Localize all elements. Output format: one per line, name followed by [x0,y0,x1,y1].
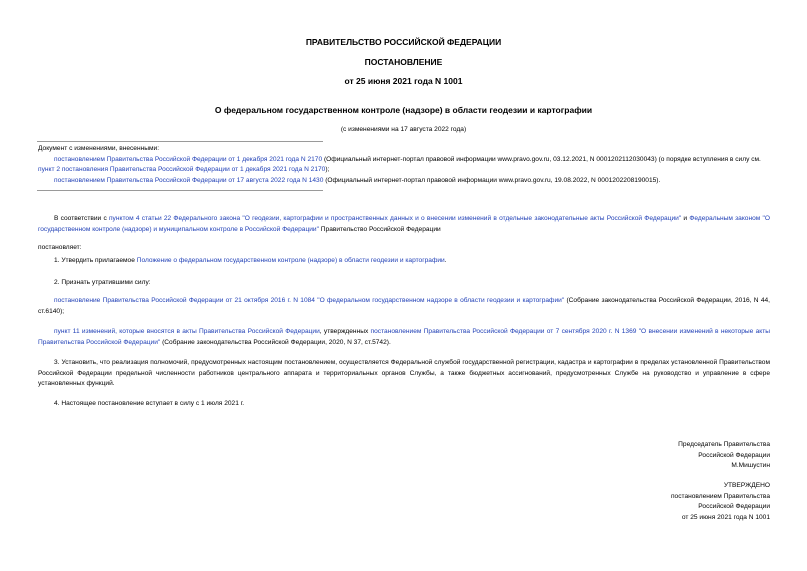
amendments-block [38,144,770,186]
doc-date-number: от 25 июня 2021 года N 1001 [344,76,463,86]
repealed-1 [38,296,770,317]
item-1-post: . [444,257,447,264]
amendment-2 [38,176,770,187]
repealed-1-link[interactable]: постановление Правительства Российской Федерации от 21 октября 2016 г. N 1084 "О федеральном государственном надзоре в области геодезии и картографии" [54,297,565,304]
repealed-2-link-1[interactable]: пункт 11 изменений, которые вносятся в акты Правительства Российской Федерации [54,328,320,335]
item-1-pre: 1. Утвердить прилагаемое [54,257,137,264]
repealed-2-mid: , утвержденных [319,328,371,335]
amendment-1-link[interactable]: постановлением Правительства Российской Федерации от 1 декабря 2021 года N 2170 [54,155,323,163]
amendment-1-text: (Официальный интернет-портал правовой информации www.pravo.gov.ru, 03.12.2021, N 0001202112030043) (о порядке вступления в силу см. [322,155,761,163]
amendments-intro: Документ с изменениями, внесенными: [38,145,160,152]
signature-name: М.Мишустин [731,462,770,470]
preamble-link-2[interactable]: Федеральным законом "О государственном контроле (надзоре) и муниципальном контроле в Российской Федерации" [38,215,771,233]
item-3: 3. Установить, что реализация полномочий, предусмотренных настоящим постановлением, осуществляется Федеральной службой государственной регистрации, кадастра и картографии в пределах установленной Правительством Российской Федерации предельной численности работников центрального аппарата и территориальных органов Службы, а также бюджетных ассигнований, предусмотренных Службе на руководство и управление в сфере установленных функций. [38,359,770,388]
signature-country: Российской Федерации [698,451,770,459]
divider-top [37,141,323,142]
signature-block [678,440,770,472]
approved-country: Российской Федерации [698,503,770,511]
approved-label: УТВЕРЖДЕНО [723,482,770,489]
amendment-2-link[interactable]: постановлением Правительства Российской Федерации от 17 августа 2022 года N 1430 [54,176,324,184]
preamble-link-1[interactable]: пунктом 4 статьи 22 Федерального закона "О геодезии, картографии и пространственных данных и о внесении изменений в отдельные законодательные акты Российской Федерации" [108,215,682,222]
doc-title: О федеральном государственном контроле (надзоре) в области геодезии и картографии [214,105,593,115]
repealed-2-link-2[interactable]: постановлением Правительства Российской Федерации от 7 сентября 2020 г. N 1369 "О внесении изменений в некоторые акты Правительства Российской Федерации" [38,328,771,346]
item-1-link[interactable]: Положение о федеральном государственном контроле (надзоре) в области геодезии и картографии [136,257,445,264]
doc-type: ПОСТАНОВЛЕНИЕ [364,57,443,67]
item-1 [38,256,770,267]
preamble-pre: В соответствии с [54,215,109,222]
approved-by: постановлением Правительства [670,492,770,500]
approved-block [671,481,770,523]
amended-note: (с изменениями на 17 августа 2022 года) [340,126,467,133]
amendment-1 [38,155,770,176]
amendment-1-link-2[interactable]: пункт 2 постановления Правительства Российской Федерации от 1 декабря 2021 года N 2170 [38,166,326,174]
preamble-mid: и [681,215,690,222]
divider-bottom [37,190,323,191]
preamble-paragraph [38,214,770,235]
item-2: 2. Признать утратившими силу: [54,279,151,286]
item-4: 4. Настоящее постановление вступает в силу с 1 июля 2021 г. [54,400,245,407]
amendment-2-text: (Официальный интернет-портал правовой информации www.pravo.gov.ru, 19.08.2022, N 0001202208190015). [323,176,661,184]
repealed-2-text: (Собрание законодательства Российской Федерации, 2020, N 37, ст.5742). [160,338,391,346]
resolves-text: постановляет: [38,244,82,251]
preamble-post: Правительство Российской Федерации [318,225,441,233]
amendment-1-end: ); [325,166,330,174]
repealed-2 [38,327,770,348]
signature-position: Председатель Правительства [678,441,770,448]
org-name: ПРАВИТЕЛЬСТВО РОССИЙСКОЙ ФЕДЕРАЦИИ [305,37,502,47]
repealed-1-text: (Собрание законодательства Российской Федерации, 2016, N 44, ст.6140); [38,297,770,315]
approved-date: от 25 июня 2021 года N 1001 [681,513,770,521]
